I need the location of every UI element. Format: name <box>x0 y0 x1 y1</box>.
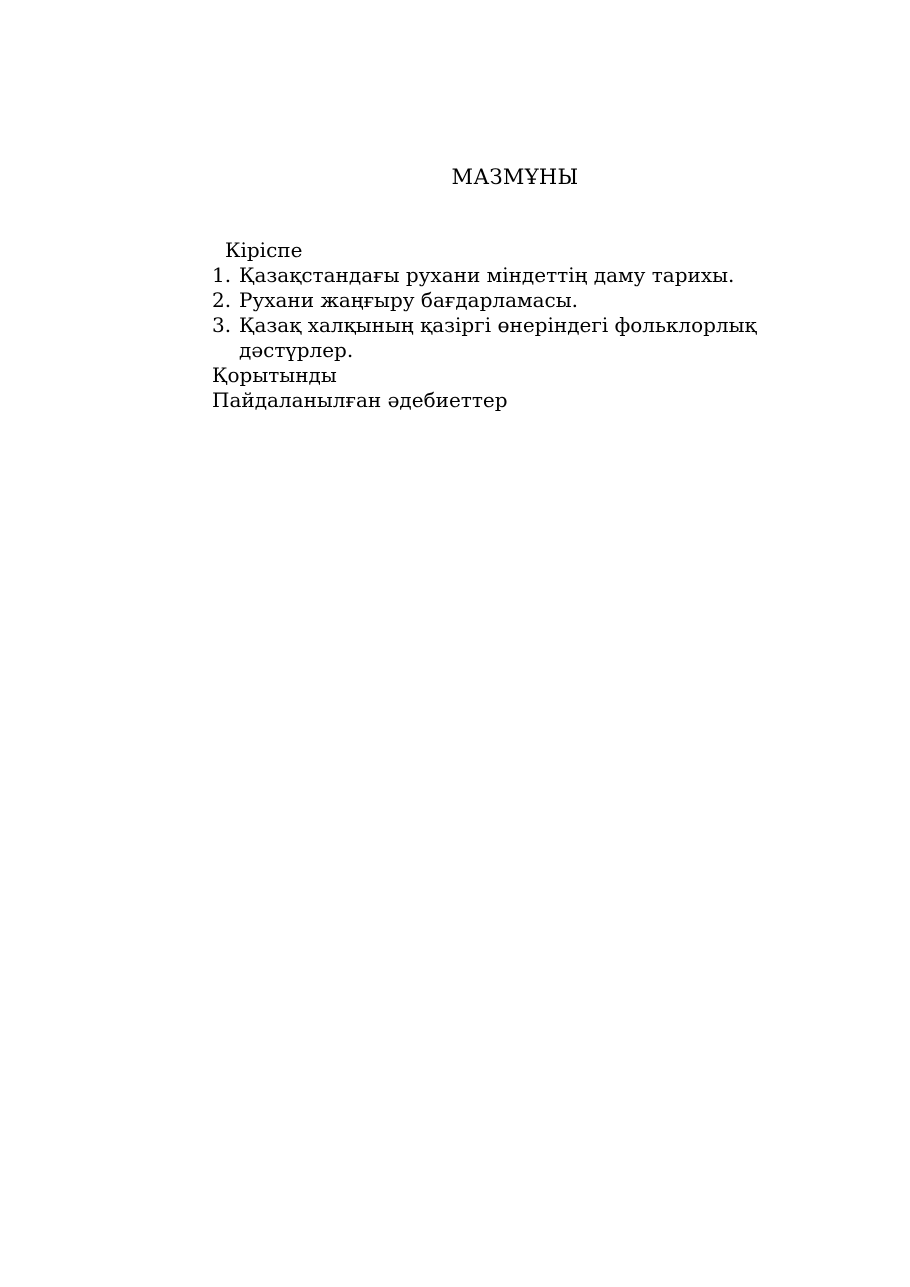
toc-references: Пайдаланылған әдебиеттер <box>212 388 508 412</box>
toc-item-number: 2. <box>212 288 232 312</box>
toc-item-3 <box>212 313 832 363</box>
toc-item-text: Қазақ халқының қазіргі өнеріндегі фольклорлық дәстүрлер. <box>239 313 757 362</box>
toc-item-number: 1. <box>212 263 232 287</box>
toc-intro: Кіріспе <box>225 238 303 262</box>
toc-item-1 <box>212 263 832 288</box>
toc-item-text: Рухани жаңғыру бағдарламасы. <box>239 288 578 312</box>
document-title: МАЗМҰНЫ <box>451 165 579 189</box>
table-of-contents <box>212 238 832 413</box>
toc-item-number: 3. <box>212 313 232 337</box>
toc-item-text: Қазақстандағы рухани міндеттің даму тарихы. <box>239 263 735 287</box>
toc-conclusion: Қорытынды <box>212 363 337 387</box>
toc-item-2 <box>212 288 832 313</box>
